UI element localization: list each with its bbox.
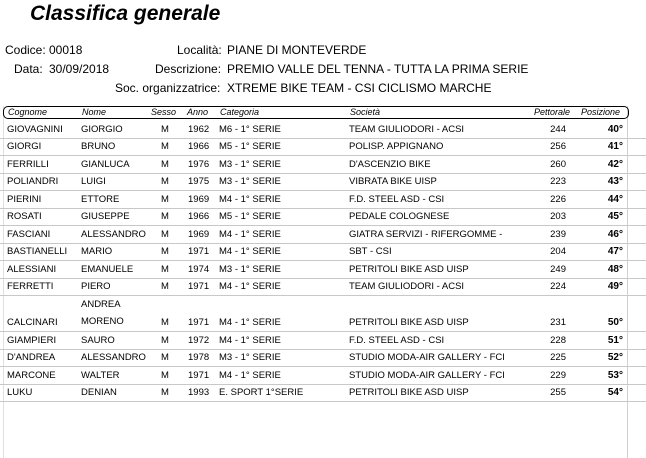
data-value: 30/09/2018 (49, 62, 110, 76)
cell-categoria: M5 - 1° SERIE (219, 211, 281, 222)
cell-nome: GIORGIO (81, 123, 123, 135)
cell-cognome: CALCINARI (7, 317, 58, 328)
cell-posizione: 47° (607, 246, 623, 257)
header-nome: Nome (82, 107, 107, 117)
cell-societa: POLISP. APPIGNANO (349, 141, 444, 152)
cell-posizione: 48° (607, 263, 623, 275)
cell-pettorale: 255 (550, 387, 566, 398)
cell-pettorale: 225 (550, 352, 566, 363)
cell-posizione: 42° (607, 158, 623, 170)
cell-cognome: FERRILLI (7, 158, 49, 170)
cell-societa: SBT - CSI (349, 246, 392, 257)
cell-sesso: M (161, 263, 169, 275)
cell-nome: MARIO (81, 246, 113, 257)
cell-sesso: M (161, 141, 169, 152)
table-header (3, 106, 629, 119)
cell-pettorale: 229 (550, 369, 566, 381)
localita-label: Località: (177, 43, 222, 57)
header-pettorale: Pettorale (534, 107, 571, 117)
table-row (0, 296, 646, 332)
cell-pettorale: 203 (550, 211, 566, 222)
cell-anno: 1978 (188, 352, 210, 363)
header-sesso: Sesso (151, 107, 177, 117)
cell-societa: TEAM GIULIODORI - ACSI (349, 281, 465, 292)
cell-anno: 1969 (188, 228, 210, 240)
table-row (0, 332, 646, 350)
cell-societa: PEDALE COLOGNESE (349, 211, 450, 222)
cell-anno: 1962 (188, 123, 210, 135)
cell-sesso: M (161, 176, 169, 187)
cell-cognome: ALESSIANI (7, 263, 57, 275)
cell-posizione: 41° (607, 141, 623, 152)
cell-categoria: M4 - 1° SERIE (219, 369, 281, 381)
soc-label: Soc. organizzatrice: (115, 81, 221, 95)
table-row (0, 244, 646, 262)
cell-cognome: ROSATI (7, 211, 42, 222)
cell-nome: DENIAN (81, 387, 117, 398)
cell-sesso: M (161, 228, 169, 240)
cell-nome: EMANUELE (81, 263, 134, 275)
table-row (0, 174, 646, 192)
cell-anno: 1966 (188, 141, 210, 152)
soc-value: XTREME BIKE TEAM - CSI CICLISMO MARCHE (227, 81, 492, 95)
cell-anno: 1993 (188, 387, 210, 398)
cell-pettorale: 256 (550, 141, 566, 152)
cell-societa: F.D. STEEL ASD - CSI (349, 193, 445, 205)
cell-posizione: 45° (607, 211, 623, 222)
table-row (0, 209, 646, 227)
table-row (0, 121, 646, 139)
cell-pettorale: 231 (550, 317, 566, 328)
cell-societa: PETRITOLI BIKE ASD UISP (349, 387, 469, 398)
cell-categoria: M4 - 1° SERIE (219, 228, 281, 240)
cell-categoria: M4 - 1° SERIE (219, 334, 281, 346)
cell-sesso: M (161, 317, 169, 328)
cell-pettorale: 224 (550, 281, 566, 292)
cell-societa: PETRITOLI BIKE ASD UISP (349, 317, 469, 328)
cell-pettorale: 239 (550, 228, 566, 240)
cell-nome: SAURO (81, 334, 115, 346)
cell-nome: PIERO (81, 281, 111, 292)
header-posizione: Posizione (581, 107, 621, 117)
cell-pettorale: 249 (550, 263, 566, 275)
codice-value: 00018 (49, 43, 83, 57)
cell-anno: 1971 (188, 369, 210, 381)
cell-nome: GIANLUCA (81, 158, 130, 170)
header-cognome: Cognome (8, 107, 48, 117)
cell-posizione: 40° (607, 123, 623, 135)
cell-posizione: 53° (607, 369, 623, 381)
cell-categoria: M3 - 1° SERIE (219, 263, 281, 275)
cell-nome: WALTER (81, 369, 120, 381)
cell-nome: ETTORE (81, 193, 120, 205)
cell-anno: 1971 (188, 281, 210, 292)
cell-cognome: MARCONE (7, 369, 56, 381)
cell-posizione: 52° (607, 352, 623, 363)
cell-sesso: M (161, 352, 169, 363)
cell-societa: F.D. STEEL ASD - CSI (349, 334, 445, 346)
cell-cognome: POLIANDRI (7, 176, 59, 187)
table-row (0, 156, 646, 174)
cell-pettorale: 204 (550, 246, 566, 257)
header-societa: Società (350, 107, 381, 117)
cell-posizione: 54° (607, 387, 623, 398)
cell-cognome: GIAMPIERI (7, 334, 57, 346)
cell-posizione: 51° (607, 334, 623, 346)
cell-sesso: M (161, 387, 169, 398)
cell-categoria: M4 - 1° SERIE (219, 317, 281, 328)
cell-sesso: M (161, 123, 169, 135)
localita-value: PIANE DI MONTEVERDE (227, 43, 367, 57)
cell-posizione: 50° (607, 317, 623, 328)
table-row (0, 367, 646, 385)
cell-sesso: M (161, 246, 169, 257)
cell-cognome: FERRETTI (7, 281, 54, 292)
cell-nome: LUIGI (81, 176, 106, 187)
cell-sesso: M (161, 281, 169, 292)
table-row (0, 279, 646, 297)
cell-sesso: M (161, 158, 169, 170)
descrizione-label: Descrizione: (155, 62, 222, 76)
cell-categoria: M5 - 1° SERIE (219, 141, 281, 152)
codice-label: Codice: (5, 43, 46, 57)
table-row (0, 191, 646, 209)
cell-cognome: D'ANDREA (7, 352, 56, 363)
cell-categoria: M4 - 1° SERIE (219, 193, 281, 205)
cell-categoria: M4 - 1° SERIE (219, 281, 281, 292)
cell-nome: ALESSANDRO (81, 228, 146, 240)
cell-categoria: M3 - 1° SERIE (219, 158, 281, 170)
cell-pettorale: 228 (550, 334, 566, 346)
cell-nome: ANDREA MORENO (81, 299, 124, 327)
cell-societa: GIATRA SERVIZI - RIFERGOMME - (349, 228, 503, 240)
cell-sesso: M (161, 193, 169, 205)
cell-nome: GIUSEPPE (81, 211, 130, 222)
cell-cognome: FASCIANI (7, 228, 51, 240)
cell-categoria: E. SPORT 1°SERIE (219, 387, 304, 398)
cell-societa: PETRITOLI BIKE ASD UISP (349, 263, 469, 275)
cell-societa: D'ASCENZIO BIKE (349, 158, 431, 170)
cell-societa: STUDIO MODA-AIR GALLERY - FCI (349, 369, 505, 381)
cell-pettorale: 244 (550, 123, 566, 135)
results-table (0, 121, 646, 402)
table-row (0, 261, 646, 279)
descrizione-value: PREMIO VALLE DEL TENNA - TUTTA LA PRIMA SERIE (227, 62, 529, 76)
cell-pettorale: 260 (550, 158, 566, 170)
cell-posizione: 49° (607, 281, 623, 292)
header-categoria: Categoria (220, 107, 260, 117)
data-label: Data: (14, 62, 43, 76)
cell-posizione: 43° (607, 176, 623, 187)
cell-anno: 1966 (188, 211, 210, 222)
page-title: Classifica generale (30, 2, 221, 25)
cell-categoria: M4 - 1° SERIE (219, 246, 281, 257)
table-row (0, 385, 646, 403)
cell-cognome: LUKU (7, 387, 33, 398)
cell-nome: ALESSANDRO (81, 352, 146, 363)
cell-categoria: M3 - 1° SERIE (219, 176, 281, 187)
header-anno: Anno (187, 107, 209, 117)
cell-categoria: M3 - 1° SERIE (219, 352, 281, 363)
cell-anno: 1972 (188, 334, 210, 346)
cell-pettorale: 223 (550, 176, 566, 187)
cell-sesso: M (161, 369, 169, 381)
table-row (0, 139, 646, 157)
cell-anno: 1971 (188, 317, 210, 328)
cell-cognome: GIOVAGNINI (7, 123, 63, 135)
cell-anno: 1969 (188, 193, 210, 205)
table-row (0, 226, 646, 244)
cell-cognome: PIERINI (7, 193, 42, 205)
cell-nome: BRUNO (81, 141, 116, 152)
cell-pettorale: 226 (550, 193, 566, 205)
cell-societa: TEAM GIULIODORI - ACSI (349, 123, 465, 135)
cell-categoria: M6 - 1° SERIE (219, 123, 281, 135)
cell-sesso: M (161, 334, 169, 346)
cell-posizione: 44° (607, 193, 623, 205)
cell-societa: STUDIO MODA-AIR GALLERY - FCI (349, 352, 505, 363)
cell-societa: VIBRATA BIKE UISP (349, 176, 437, 187)
cell-anno: 1974 (188, 263, 210, 275)
cell-cognome: BASTIANELLI (7, 246, 68, 257)
cell-anno: 1975 (188, 176, 210, 187)
table-row (0, 350, 646, 368)
cell-anno: 1971 (188, 246, 210, 257)
cell-cognome: GIORGI (7, 141, 42, 152)
cell-sesso: M (161, 211, 169, 222)
cell-posizione: 46° (607, 228, 623, 240)
cell-anno: 1976 (188, 158, 210, 170)
